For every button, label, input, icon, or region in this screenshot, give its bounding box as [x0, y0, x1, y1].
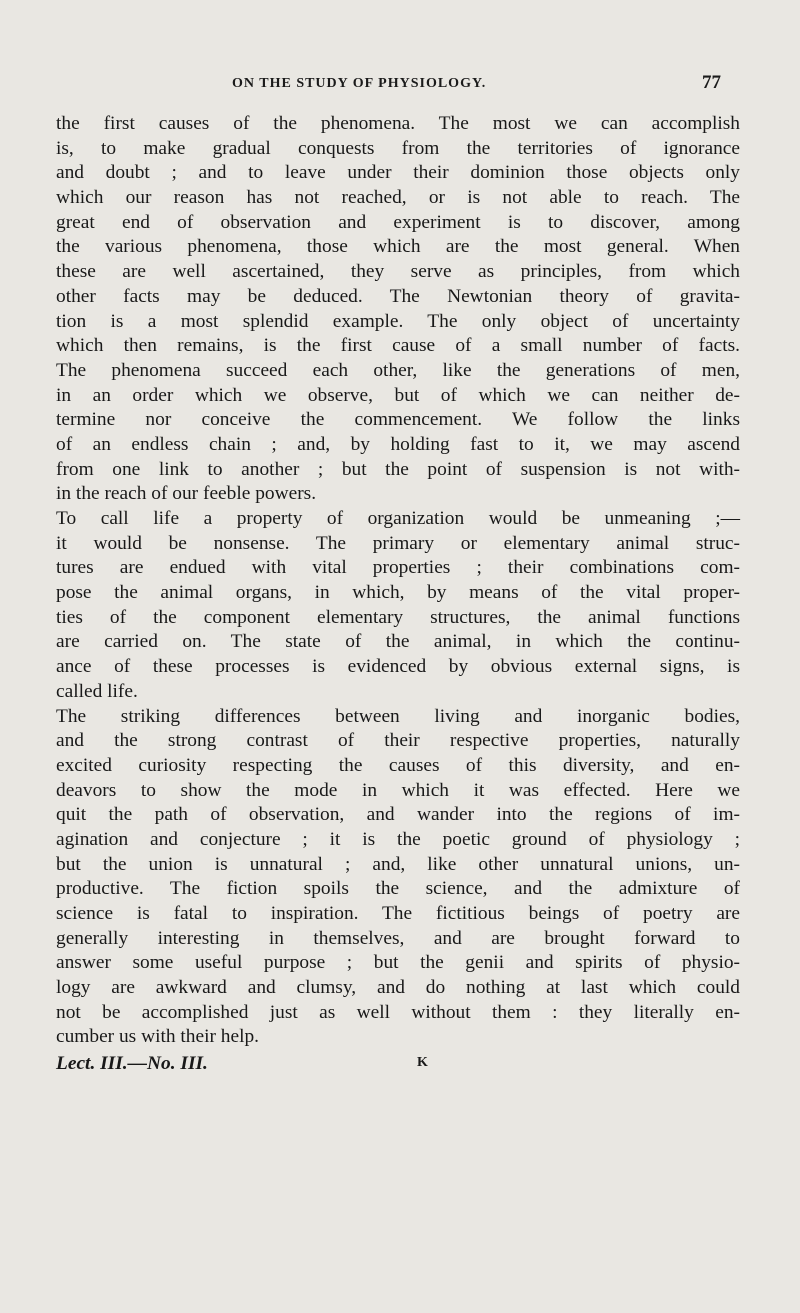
- text-line: and the strong contrast of their respective properties, naturally: [56, 730, 740, 752]
- text-line: logy are awkward and clumsy, and do nothing at last which could: [56, 977, 740, 999]
- text-line: from one link to another ; but the point of suspension is not with-: [56, 458, 740, 480]
- text-line: The striking differences between living and inorganic bodies,: [56, 705, 740, 727]
- text-line: of an endless chain ; and, by holding fast to it, we may ascend: [56, 433, 740, 455]
- text-line: ance of these processes is evidenced by obvious external signs, is: [56, 656, 740, 678]
- text-line: the first causes of the phenomena. The most we can accomplish: [56, 113, 740, 134]
- text-line: great end of observation and experiment is to discover, among: [56, 211, 740, 233]
- text-line: in an order which we observe, but of which we can neither de-: [56, 384, 740, 406]
- body-text: [56, 112, 740, 1050]
- text-line: the various phenomena, those which are the most general. When: [56, 236, 740, 258]
- page-footer: [56, 1053, 740, 1075]
- text-line: is, to make gradual conquests from the territories of ignorance: [56, 137, 740, 159]
- lecture-reference: Lect. III.—No. III.: [56, 1053, 208, 1074]
- text-line: in the reach of our feeble powers.: [56, 483, 317, 505]
- text-line: To call life a property of organization would be unmeaning ;—: [56, 508, 740, 529]
- text-line: and doubt ; and to leave under their dominion those objects only: [56, 162, 740, 184]
- text-line: excited curiosity respecting the causes of this diversity, and en-: [56, 754, 740, 776]
- text-line: The phenomena succeed each other, like the generations of men,: [56, 359, 740, 381]
- running-title: ON THE STUDY OF PHYSIOLOGY.: [232, 76, 487, 91]
- text-line: productive. The fiction spoils the science, and the admixture of: [56, 878, 740, 900]
- text-line: termine nor conceive the commencement. We follow the links: [56, 409, 740, 431]
- text-line: pose the animal organs, in which, by means of the vital proper-: [56, 582, 740, 604]
- text-line: it would be nonsense. The primary or elementary animal struc-: [56, 532, 740, 554]
- text-line: which our reason has not reached, or is not able to reach. The: [56, 187, 740, 209]
- text-line: these are well ascertained, they serve as principles, from which: [56, 261, 740, 283]
- text-line: tion is a most splendid example. The only object of uncertainty: [56, 310, 740, 332]
- text-line: answer some useful purpose ; but the genii and spirits of physio-: [56, 952, 740, 974]
- text-line: science is fatal to inspiration. The fictitious beings of poetry are: [56, 903, 740, 924]
- text-line: are carried on. The state of the animal, in which the continu-: [56, 631, 740, 653]
- text-line: quit the path of observation, and wander into the regions of im-: [56, 804, 740, 826]
- text-line: other facts may be deduced. The Newtonian theory of gravita-: [56, 285, 740, 307]
- text-line: deavors to show the mode in which it was effected. Here we: [56, 779, 740, 801]
- text-line: called life.: [56, 680, 138, 702]
- text-line: tures are endued with vital properties ; their combinations com-: [56, 557, 740, 579]
- text-line: which then remains, is the first cause of a small number of facts.: [56, 335, 740, 357]
- text-line: not be accomplished just as well without them : they literally en-: [56, 1001, 740, 1023]
- text-line: agination and conjecture ; it is the poetic ground of physiology ;: [56, 828, 740, 850]
- text-line: generally interesting in themselves, and are brought forward to: [56, 927, 740, 949]
- signature-mark: K: [417, 1055, 428, 1070]
- text-line: but the union is unnatural ; and, like other unnatural unions, un-: [56, 853, 740, 875]
- text-line: ties of the component elementary structures, the animal functions: [56, 606, 740, 628]
- page-number: 77: [702, 72, 721, 93]
- text-line: cumber us with their help.: [56, 1026, 260, 1048]
